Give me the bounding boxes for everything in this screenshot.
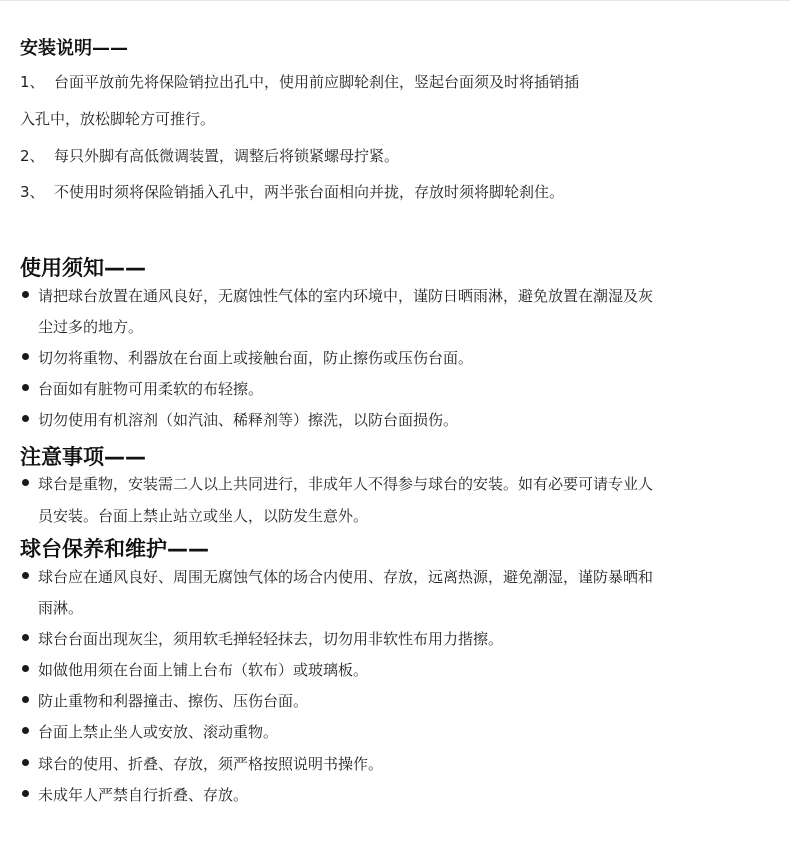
maintain-item: 台面上禁止坐人或安放、滚动重物。 xyxy=(38,723,279,741)
bullet-icon xyxy=(22,409,29,422)
step-text: 不使用时须将保险销插入孔中，两半张台面相向并拢，存放时须将脚轮刹住。 xyxy=(54,183,565,201)
install-heading: 安装说明—— xyxy=(20,38,128,59)
bullet-icon xyxy=(22,285,29,298)
notice-item: 请把球台放置在通风良好，无腐蚀性气体的室内环境中，谨防日晒雨淋，避免放置在潮湿及灰 xyxy=(38,287,654,305)
maintain-item: 防止重物和利器撞击、擦伤、压伤台面。 xyxy=(38,692,309,710)
bullet-icon xyxy=(22,628,29,641)
bullet-icon xyxy=(22,690,29,703)
caution-item: 球台是重物，安装需二人以上共同进行，非成年人不得参与球台的安装。如有必要可请专业人 xyxy=(38,475,654,493)
bullet-icon xyxy=(22,378,29,391)
step-number: 1、 xyxy=(20,73,45,91)
maintain-item: 如做他用须在台面上铺上台布（软布）或玻璃板。 xyxy=(38,661,369,679)
maintain-item-continuation: 雨淋。 xyxy=(38,599,84,617)
bullet-icon xyxy=(22,753,29,766)
top-divider xyxy=(0,0,790,1)
maintain-item: 球台应在通风良好、周围无腐蚀气体的场合内使用、存放，远离热源，避免潮湿，谨防暴晒和 xyxy=(38,568,654,586)
notice-item: 台面如有脏物可用柔软的布轻擦。 xyxy=(38,380,264,398)
bullet-icon xyxy=(22,347,29,360)
install-step xyxy=(20,145,399,166)
maintain-item: 未成年人严禁自行折叠、存放。 xyxy=(38,786,249,804)
caution-item-continuation: 员安装。台面上禁止站立或坐人，以防发生意外。 xyxy=(38,507,369,525)
bullet-icon xyxy=(22,473,29,486)
bullet-icon xyxy=(22,659,29,672)
notice-item: 切勿使用有机溶剂（如汽油、稀释剂等）擦洗，以防台面损伤。 xyxy=(38,411,459,429)
bullet-icon xyxy=(22,721,29,734)
notice-item: 切勿将重物、利器放在台面上或接触台面，防止擦伤或压伤台面。 xyxy=(38,349,474,367)
caution-heading: 注意事项—— xyxy=(20,445,146,469)
step-text: 台面平放前先将保险销拉出孔中，使用前应脚轮刹住，竖起台面须及时将插销插 xyxy=(54,73,580,91)
install-step-continuation: 入孔中，放松脚轮方可推行。 xyxy=(20,110,216,128)
notice-item-continuation: 尘过多的地方。 xyxy=(38,318,144,336)
bullet-icon xyxy=(22,784,29,797)
install-step xyxy=(20,181,564,202)
notice-heading: 使用须知—— xyxy=(20,256,146,280)
bullet-icon xyxy=(22,566,29,579)
maintain-item: 球台台面出现灰尘，须用软毛掸轻轻抹去，切勿用非软性布用力揩擦。 xyxy=(38,630,504,648)
maintain-heading: 球台保养和维护—— xyxy=(20,537,209,561)
step-number: 2、 xyxy=(20,147,45,165)
step-text: 每只外脚有高低微调装置，调整后将锁紧螺母拧紧。 xyxy=(54,147,400,165)
step-number: 3、 xyxy=(20,183,45,201)
maintain-item: 球台的使用、折叠、存放，须严格按照说明书操作。 xyxy=(38,755,384,773)
install-step xyxy=(20,71,579,92)
